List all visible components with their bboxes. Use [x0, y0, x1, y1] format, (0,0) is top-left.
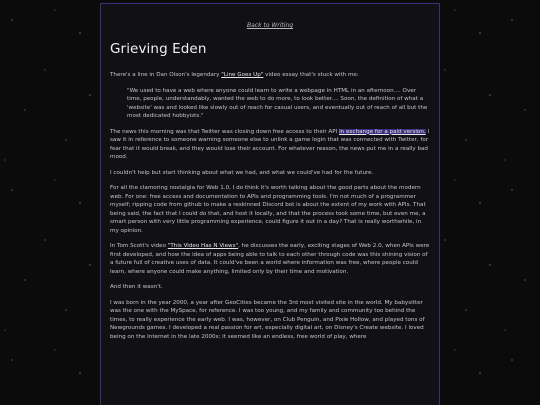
paragraph-intro-text-end: video essay that's stuck with me:	[263, 72, 359, 78]
line-goes-up-link[interactable]: "Line Goes Up"	[221, 72, 264, 78]
paragraph-tom-scott-text: In Tom Scott's video	[110, 243, 168, 249]
paragraph-born-2000: I was born in the year 2000, a year after GeoCities became the 3rd most visited site in the world. My babysitter was the one with the MySpace, for reference. I was too young, and my family and community too behind the times, to really experience the early web. I was, however, on Club Penguin, and Pixie Hollow, and played tons of Newgrounds games. I developed a real passion for art, especially digital art, on Disney's Create website. I loved being on the Internet in the late 2000s; it seemed like an endless, free world of play, where	[110, 299, 425, 340]
paragraph-twitter-text: The news this morning was that Twitter was closing down free access to their API	[110, 128, 340, 135]
paragraph-twitter-text-end: I saw it in reference to someone warning someone else to unlink a game login that was connected with Twitter, for fear that it would break, and they would lose their account. For whatever reason, the news put me in a really bad mood.	[110, 128, 430, 160]
paid-version-link[interactable]: in exchange for a paid version.	[339, 128, 426, 135]
paragraph-and-then: And then it wasn't.	[110, 284, 163, 290]
paragraph-intro	[110, 71, 430, 80]
paragraph-modern-web: For all the clamoring nostalgia for Web 1.0, I do think it's worth talking about the good parts about the modern web. For one: free access and documentation to APIs and programming tools. I'm not much of a programmer myself; ripping code from github to make a reskinned Discord bot is about the extent of my work with APIs. That being said, the fact that I could do that, and host it locally, and that the process took some time, but even me, a smart person with very little programming experience, could figure it out in a day? That is really worthwhile, in my opinion.	[110, 185, 426, 234]
tom-scott-video-link[interactable]: "This Video Has N Views"	[167, 243, 239, 249]
quote-block: "We used to have a web where anyone could learn to write a webpage in HTML in an afternoon.... Over time, people, understandably, wanted the web to do more, to look better.... Soon, the definition of what a 'website' was and looked like slowly out of reach for casual users, and eventually out of reach of all but the most dedicated hobbyists."	[127, 87, 428, 119]
paragraph-thinking: I couldn't help but start thinking about what we had, and what we could've had for the future.	[110, 169, 374, 176]
article-page	[100, 3, 440, 405]
back-to-writing-link[interactable]: Back to Writing	[247, 22, 293, 29]
paragraph-tom-scott-text-end: , he discusses the early, exciting stages of Web 2.0, when APIs were first developed, and how the idea of apps being able to talk to each other through code was this shining vision of a future full of creative uses of data. It could've been a world where information was free, where people could learn, where anyone could make anything, limited only by their time and motivation.	[110, 243, 430, 275]
paragraph-tom-scott	[110, 242, 430, 276]
page-title: Grieving Eden	[110, 41, 207, 57]
paragraph-twitter	[110, 128, 430, 162]
paragraph-intro-text: There's a line in Dan Olson's legendary	[110, 72, 222, 78]
